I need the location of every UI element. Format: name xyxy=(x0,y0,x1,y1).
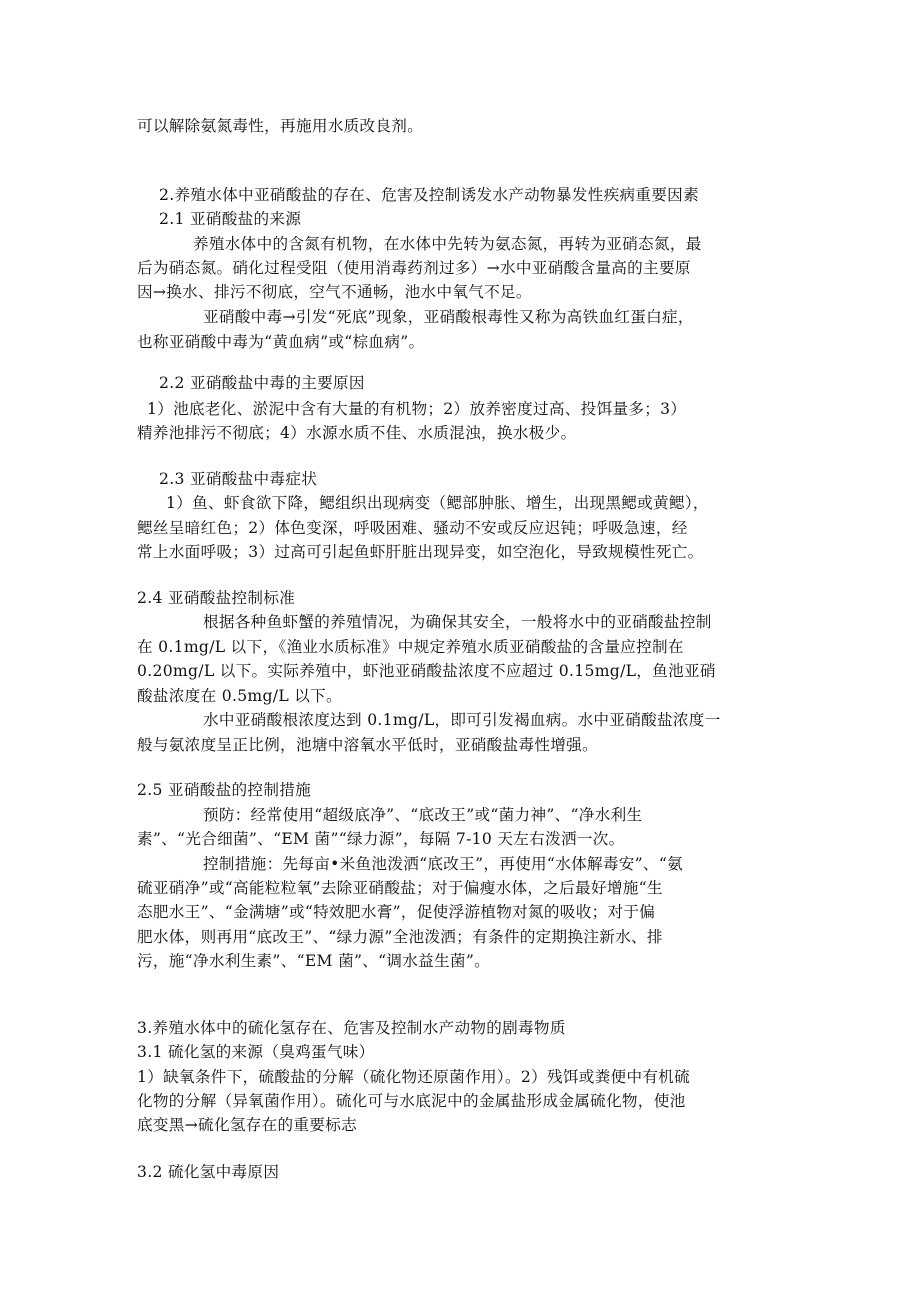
paragraph-line: 预防：经常使用“超级底净”、“底改王”或“菌力神”、“净水利生 xyxy=(203,806,643,824)
paragraph-line: 可以解除氨氮毒性，再施用水质改良剂。 xyxy=(137,117,424,135)
subsection-heading: 2.1 亚硝酸盐的来源 xyxy=(159,210,302,228)
subsection-heading: 2.5 亚硝酸盐的控制措施 xyxy=(137,781,311,799)
paragraph-line: 1）池底老化、淤泥中含有大量的有机物；2）放养密度过高、投饵量多；3） xyxy=(147,400,687,418)
paragraph-line: 化物的分解（异氧菌作用）。硫化可与水底泥中的金属盐形成金属硫化物，使池 xyxy=(137,1092,686,1110)
paragraph-line: 水中亚硝酸根浓度达到 0.1mg/L，即可引发褐血病。水中亚硝酸盐浓度一 xyxy=(203,711,721,729)
paragraph-line: 后为硝态氮。硝化过程受阻（使用消毒药剂过多）→水中亚硝酸含量高的主要原 xyxy=(137,259,691,277)
paragraph-line: 1）缺氧条件下，硫酸盐的分解（硫化物还原菌作用）。2）残饵或粪便中有机硫 xyxy=(137,1068,691,1086)
paragraph-line: 0.20mg/L 以下。实际养殖中，虾池亚硝酸盐浓度不应超过 0.15mg/L，鱼池亚硝 xyxy=(137,662,716,680)
paragraph-line: 也称亚硝酸中毒为“黄血病”或“棕血病”。 xyxy=(137,333,425,351)
paragraph-line: 常上水面呼吸；3）过高可引起鱼虾肝脏出现异变，如空泡化，导致规模性死亡。 xyxy=(137,543,704,561)
paragraph-line: 根据各种鱼虾蟹的养殖情况，为确保其安全，一般将水中的亚硝酸盐控制 xyxy=(203,613,712,631)
paragraph-line: 酸盐浓度在 0.5mg/L 以下。 xyxy=(137,687,342,705)
subsection-heading: 3.1 硫化氢的来源（臭鸡蛋气味） xyxy=(137,1043,375,1061)
paragraph-line: 1）鱼、虾食欲下降，鳃组织出现病变（鳃部肿胀、增生，出现黑鳃或黄鳃）， xyxy=(166,494,709,512)
section-heading: 3.养殖水体中的硫化氢存在、危害及控制水产动物的剧毒物质 xyxy=(137,1019,566,1037)
paragraph-line: 鳃丝呈暗红色；2）体色变深，呼吸困难、骚动不安或反应迟钝；呼吸急速，经 xyxy=(137,519,688,537)
paragraph-line: 养殖水体中的含氮有机物，在水体中先转为氨态氮，再转为亚硝态氮，最 xyxy=(193,235,702,253)
paragraph-line: 因→换水、排污不彻底，空气不通畅，池水中氧气不足。 xyxy=(137,283,532,301)
paragraph-line: 硫亚硝净”或“高能粒粒氧”去除亚硝酸盐；对于偏瘦水体，之后最好增施“生 xyxy=(137,879,663,897)
subsection-heading: 2.4 亚硝酸盐控制标准 xyxy=(137,589,296,607)
paragraph-line: 控制措施：先每亩•米鱼池泼洒“底改王”，再使用“水体解毒安”、“氨 xyxy=(203,855,683,873)
paragraph-line: 态肥水王”、“金满塘”或“特效肥水膏”，促使浮游植物对氮的吸收；对于偏 xyxy=(137,903,656,921)
paragraph-line: 般与氨浓度呈正比例，池塘中溶氧水平低时，亚硝酸盐毒性增强。 xyxy=(137,736,598,754)
paragraph-line: 污，施“净水利生素”、“EM 菌”、“调水益生菌”。 xyxy=(137,952,491,970)
subsection-heading: 2.3 亚硝酸盐中毒症状 xyxy=(159,470,318,488)
paragraph-line: 肥水体，则再用“底改王”、“绿力源”全池泼洒；有条件的定期换注新水、排 xyxy=(137,928,663,946)
subsection-heading: 2.2 亚硝酸盐中毒的主要原因 xyxy=(159,374,365,392)
subsection-heading: 3.2 硫化氢中毒原因 xyxy=(137,1163,280,1181)
paragraph-line: 素”、“光合细菌”、“EM 菌”“绿力源”，每隔 7-10 天左右泼洒一次。 xyxy=(137,830,625,848)
paragraph-line: 底变黑→硫化氢存在的重要标志 xyxy=(137,1116,357,1134)
paragraph-line: 在 0.1mg/L 以下，《渔业水质标准》中规定养殖水质亚硝酸盐的含量应控制在 xyxy=(137,638,684,656)
paragraph-line: 亚硝酸中毒→引发“死底”现象，亚硝酸根毒性又称为高铁血红蛋白症， xyxy=(203,308,694,326)
section-heading: 2.养殖水体中亚硝酸盐的存在、危害及控制诱发水产动物暴发性疾病重要因素 xyxy=(159,186,699,204)
paragraph-line: 精养池排污不彻底；4）水源水质不佳、水质混浊，换水极少。 xyxy=(137,424,577,442)
